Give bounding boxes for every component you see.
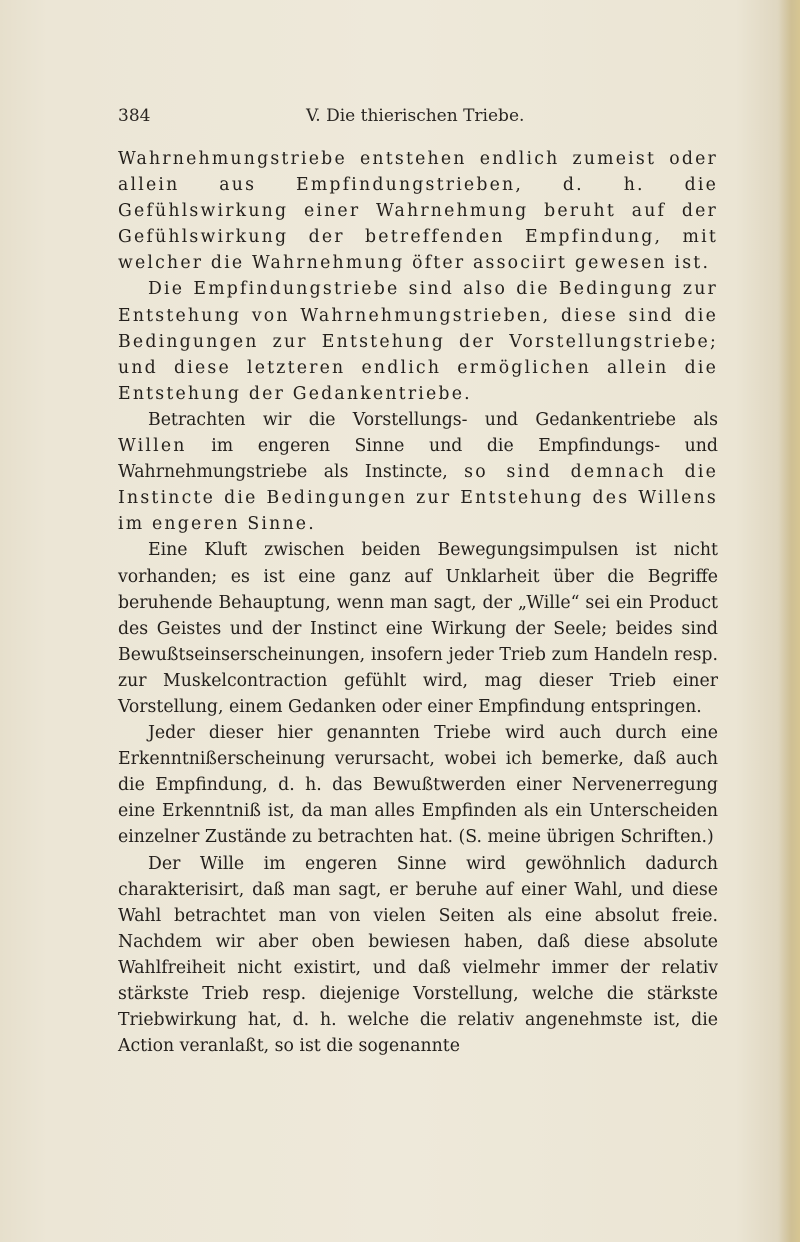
text-span: Betrachten wir die Vorstellungs- und Gedankentriebe als xyxy=(148,409,718,430)
text-span-spaced: Willen xyxy=(118,436,187,457)
paragraph xyxy=(118,537,718,720)
paragraph xyxy=(118,276,718,406)
text-span-spaced: Wahrnehmungstriebe entstehen endlich zumeist oder allein aus Empfindungstrieben, d. h. die Gefühlswirkung einer Wahrnehmung beruht auf der Gefühlswirkung der betreffenden Empfindung, mit welcher die Wahrnehmung öfter associirt gewesen ist. xyxy=(118,149,718,274)
paragraph xyxy=(118,851,718,1060)
paragraph xyxy=(118,146,718,276)
text-span: Der Wille im engeren Sinne wird gewöhnlich dadurch charakterisirt, daß man sagt, er beruhe auf einer Wahl, und diese Wahl betrachtet man von vielen Seiten als eine absolut freie. Nachdem wir aber oben bewiesen haben, daß diese absolute Wahlfreiheit nicht existirt, und daß vielmehr immer der relativ stärkste Trieb resp. diejenige Vorstellung, welche die stärkste Triebwirkung hat, d. h. welche die relativ angenehmste ist, die Action veranlaßt, so ist die sogenannte xyxy=(118,853,718,1057)
paragraph xyxy=(118,720,718,850)
running-head: V. Die thierischen Triebe. xyxy=(306,106,525,126)
body-text xyxy=(118,146,718,1059)
page-edge-shading xyxy=(778,0,800,1242)
page-header xyxy=(118,106,678,132)
text-span-spaced: Die Empfindungstriebe sind also die Bedingung zur Entstehung von Wahrnehmungstrieben, diese sind die Bedingungen zur Entstehung der Vorstellungstriebe; und diese letzteren endlich ermöglichen allein die Entstehung der Gedankentriebe. xyxy=(118,279,718,404)
paragraph xyxy=(118,407,718,537)
text-span: Eine Kluft zwischen beiden Bewegungsimpulsen ist nicht vorhanden; es ist eine ganz auf Unklarheit über die Begriffe beruhende Behauptung, wenn man sagt, der „Wille“ sei ein Product des Geistes und der Instinct eine Wirkung der Seele; beides sind Bewußtseinserscheinungen, insofern jeder Trieb zum Handeln resp. zur Muskelcontraction gefühlt wird, mag dieser Trieb einer Vorstellung, einem Gedanken oder einer Empfindung entspringen. xyxy=(118,540,718,717)
text-span-spaced: so sind demnach die Instincte die Bedingungen zur Entstehung des Willens im engeren Sinne. xyxy=(118,462,718,535)
text-span: Jeder dieser hier genannten Triebe wird auch durch eine Erkenntnißerscheinung verursacht, wobei ich bemerke, daß auch die Empfindung, d. h. das Bewußtwerden einer Nervenerregung eine Erkenntniß ist, da man alles Empfinden als ein Unterscheiden einzelner Zustände zu betrachten hat. (S. meine übrigen Schriften.) xyxy=(118,723,718,848)
text-span: im engeren Sinne und die Empfindungs- und Wahrnehmungstriebe als Instincte, xyxy=(118,436,718,483)
page-number: 384 xyxy=(118,106,151,126)
